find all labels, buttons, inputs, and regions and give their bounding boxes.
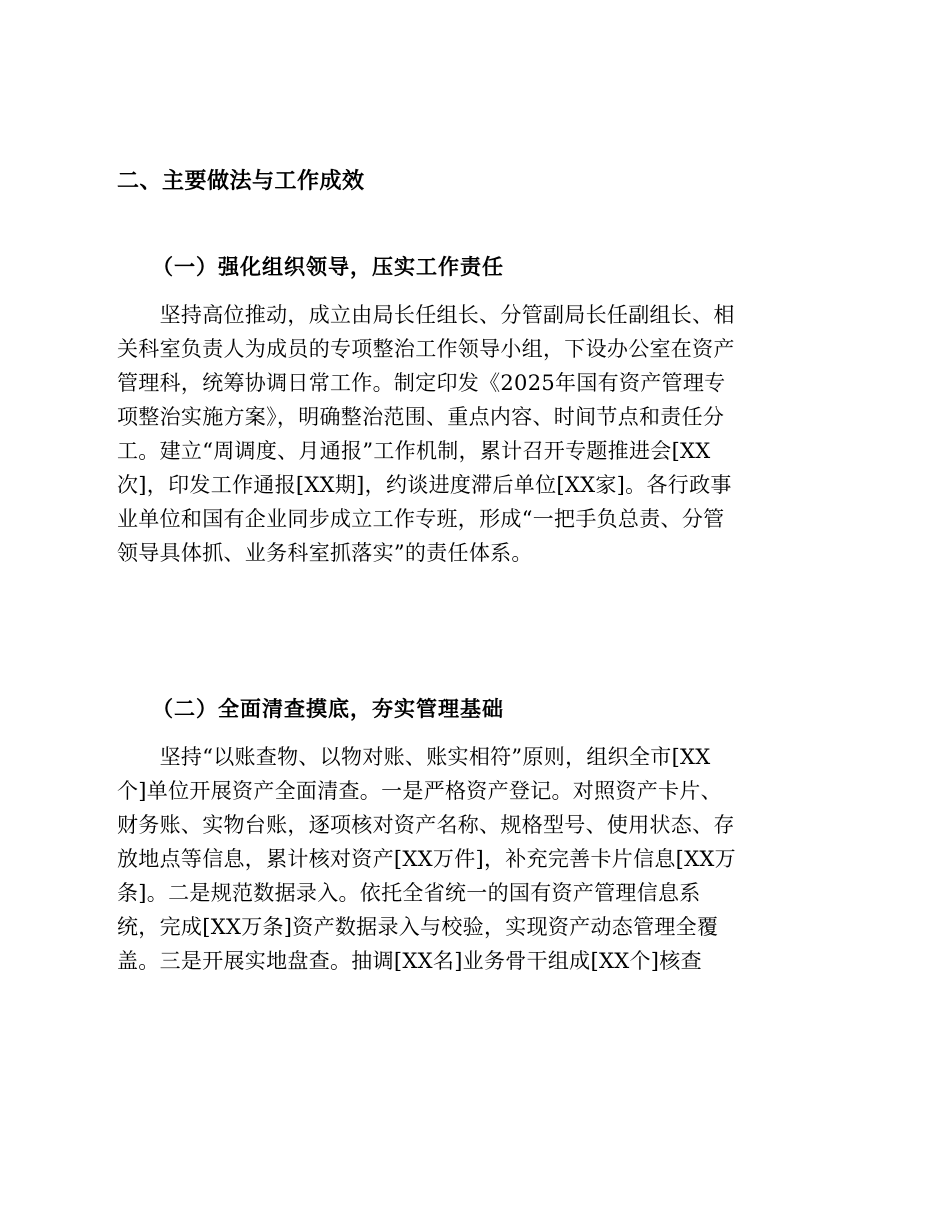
paragraph-line: 财务账、实物台账，逐项核对资产名称、规格型号、使用状态、存 bbox=[117, 813, 735, 837]
paragraph-line: 业单位和国有企业同步成立工作专班，形成“一把手负总责、分管 bbox=[117, 507, 725, 531]
subsection-title: （二）全面清查摸底，夯实管理基础 bbox=[152, 696, 504, 721]
paragraph-line: 个]单位开展资产全面清查。一是严格资产登记。对照资产卡片、 bbox=[117, 779, 722, 803]
paragraph-line: 统，完成[XX万条]资产数据录入与校验，实现资产动态管理全覆 bbox=[117, 915, 719, 939]
paragraph-line: 条]。二是规范数据录入。依托全省统一的国有资产管理信息系 bbox=[117, 881, 701, 905]
subsection-paragraph bbox=[117, 740, 833, 978]
paragraph-line: 关科室负责人为成员的专项整治工作领导小组，下设办公室在资产 bbox=[117, 337, 735, 361]
section-heading: 二、主要做法与工作成效 bbox=[117, 169, 365, 194]
subsection-paragraph bbox=[117, 298, 833, 570]
paragraph-line: 工。建立“周调度、月通报”工作机制，累计召开专题推进会[XX bbox=[117, 439, 711, 463]
paragraph-line: 项整治实施方案》，明确整治范围、重点内容、时间节点和责任分 bbox=[117, 405, 725, 429]
paragraph-line: 次]，印发工作通报[XX期]，约谈进度滞后单位[XX家]。各行政事 bbox=[117, 473, 732, 497]
paragraph-line: 放地点等信息，累计核对资产[XX万件]，补充完善卡片信息[XX万 bbox=[117, 847, 736, 871]
paragraph-line: 坚持高位推动，成立由局长任组长、分管副局长任副组长、相 bbox=[117, 303, 735, 327]
paragraph-line: 领导具体抓、业务科室抓落实”的责任体系。 bbox=[117, 541, 533, 565]
paragraph-line: 盖。三是开展实地盘查。抽调[XX名]业务骨干组成[XX个]核查 bbox=[117, 949, 702, 973]
paragraph-line: 管理科，统筹协调日常工作。制定印发《2025年国有资产管理专 bbox=[117, 371, 726, 395]
subsection-title: （一）强化组织领导，压实工作责任 bbox=[152, 254, 504, 279]
paragraph-line: 坚持“以账查物、以物对账、账实相符”原则，组织全市[XX bbox=[117, 745, 711, 769]
